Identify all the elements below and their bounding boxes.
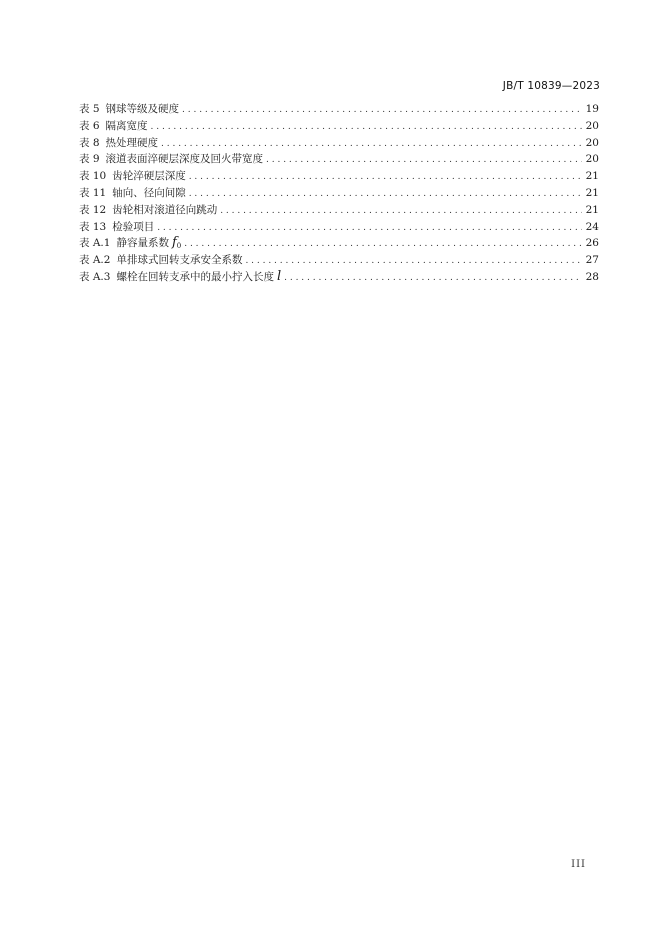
toc-entry-number: 表 13: [79, 220, 107, 233]
toc-entry-page: 20: [585, 136, 599, 149]
toc-entry-number: 表 11: [79, 186, 107, 199]
toc-entry-title: 热处理硬度: [105, 136, 159, 149]
toc-entry-table-8[interactable]: [79, 135, 599, 152]
toc-entry-page: 19: [585, 103, 599, 115]
toc-entry-number: 表 5: [79, 103, 100, 115]
toc-entry-page: 20: [585, 153, 599, 166]
toc-entry-number: 表 12: [79, 203, 107, 216]
toc-entry-number: 表 A.2: [79, 254, 111, 267]
toc-entry-page: 26: [585, 237, 599, 250]
toc-entry-number: 表 10: [79, 170, 107, 183]
toc-entry-table-13[interactable]: [79, 219, 599, 236]
toc-entry-title: 螺栓在回转支承中的最小拧入长度: [116, 270, 274, 283]
toc-leader-dots: [161, 136, 582, 153]
toc-entry-title: 检验项目: [112, 220, 155, 233]
toc-entry-page: 24: [585, 220, 599, 233]
standard-code: JB/T 10839—2023: [502, 80, 600, 92]
toc-entry-page: 21: [585, 186, 599, 199]
toc-entry-page: 20: [585, 119, 599, 132]
toc-entry-table-10[interactable]: [79, 168, 599, 185]
page-number: III: [571, 859, 586, 870]
toc-entry-title: 齿轮相对滚道径向跳动: [112, 203, 218, 216]
toc-leader-dots: [284, 270, 582, 287]
toc-entry-page: 27: [585, 254, 599, 267]
table-of-tables: [79, 101, 599, 286]
toc-entry-title: 钢球等级及硬度: [105, 103, 180, 115]
toc-leader-dots: [245, 253, 582, 270]
toc-entry-table-a2[interactable]: [79, 252, 599, 269]
toc-leader-dots: [220, 203, 582, 220]
toc-leader-dots: [157, 220, 582, 237]
toc-entry-title: 静容量系数: [116, 237, 169, 250]
toc-entry-title: 单排球式回转支承安全系数: [116, 254, 243, 267]
toc-entry-table-12[interactable]: [79, 202, 599, 219]
toc-entry-table-6[interactable]: [79, 118, 599, 135]
toc-entry-table-5[interactable]: [79, 101, 599, 118]
toc-entry-number: 表 A.3: [79, 270, 111, 283]
toc-leader-dots: [189, 186, 582, 203]
toc-entry-number: 表 9: [79, 153, 100, 166]
toc-leader-dots: [184, 236, 582, 253]
toc-leader-dots: [266, 152, 582, 169]
toc-entry-number: 表 A.1: [79, 237, 111, 250]
toc-entry-table-9[interactable]: [79, 151, 599, 168]
symbol-main: f: [171, 235, 177, 251]
toc-leader-dots: [182, 102, 582, 119]
toc-entry-title: 轴向、径向间隙: [112, 186, 186, 199]
toc-entry-page: 28: [585, 270, 599, 283]
toc-leader-dots: [151, 119, 582, 136]
toc-entry-table-a3[interactable]: [79, 269, 599, 286]
toc-leader-dots: [189, 169, 582, 186]
toc-entry-title: 齿轮淬硬层深度: [112, 170, 186, 183]
toc-entry-page: 21: [585, 170, 599, 183]
toc-entry-symbol: l: [276, 268, 282, 284]
toc-entry-table-11[interactable]: [79, 185, 599, 202]
toc-entry-number: 表 8: [79, 136, 100, 149]
symbol-subscript: 0: [176, 242, 182, 251]
toc-entry-title: 滚道表面淬硬层深度及回火带宽度: [105, 153, 264, 166]
toc-entry-table-a1[interactable]: [79, 235, 599, 252]
toc-entry-number: 表 6: [79, 119, 100, 132]
toc-entry-page: 21: [585, 203, 599, 216]
toc-entry-title: 隔离宽度: [105, 119, 148, 132]
